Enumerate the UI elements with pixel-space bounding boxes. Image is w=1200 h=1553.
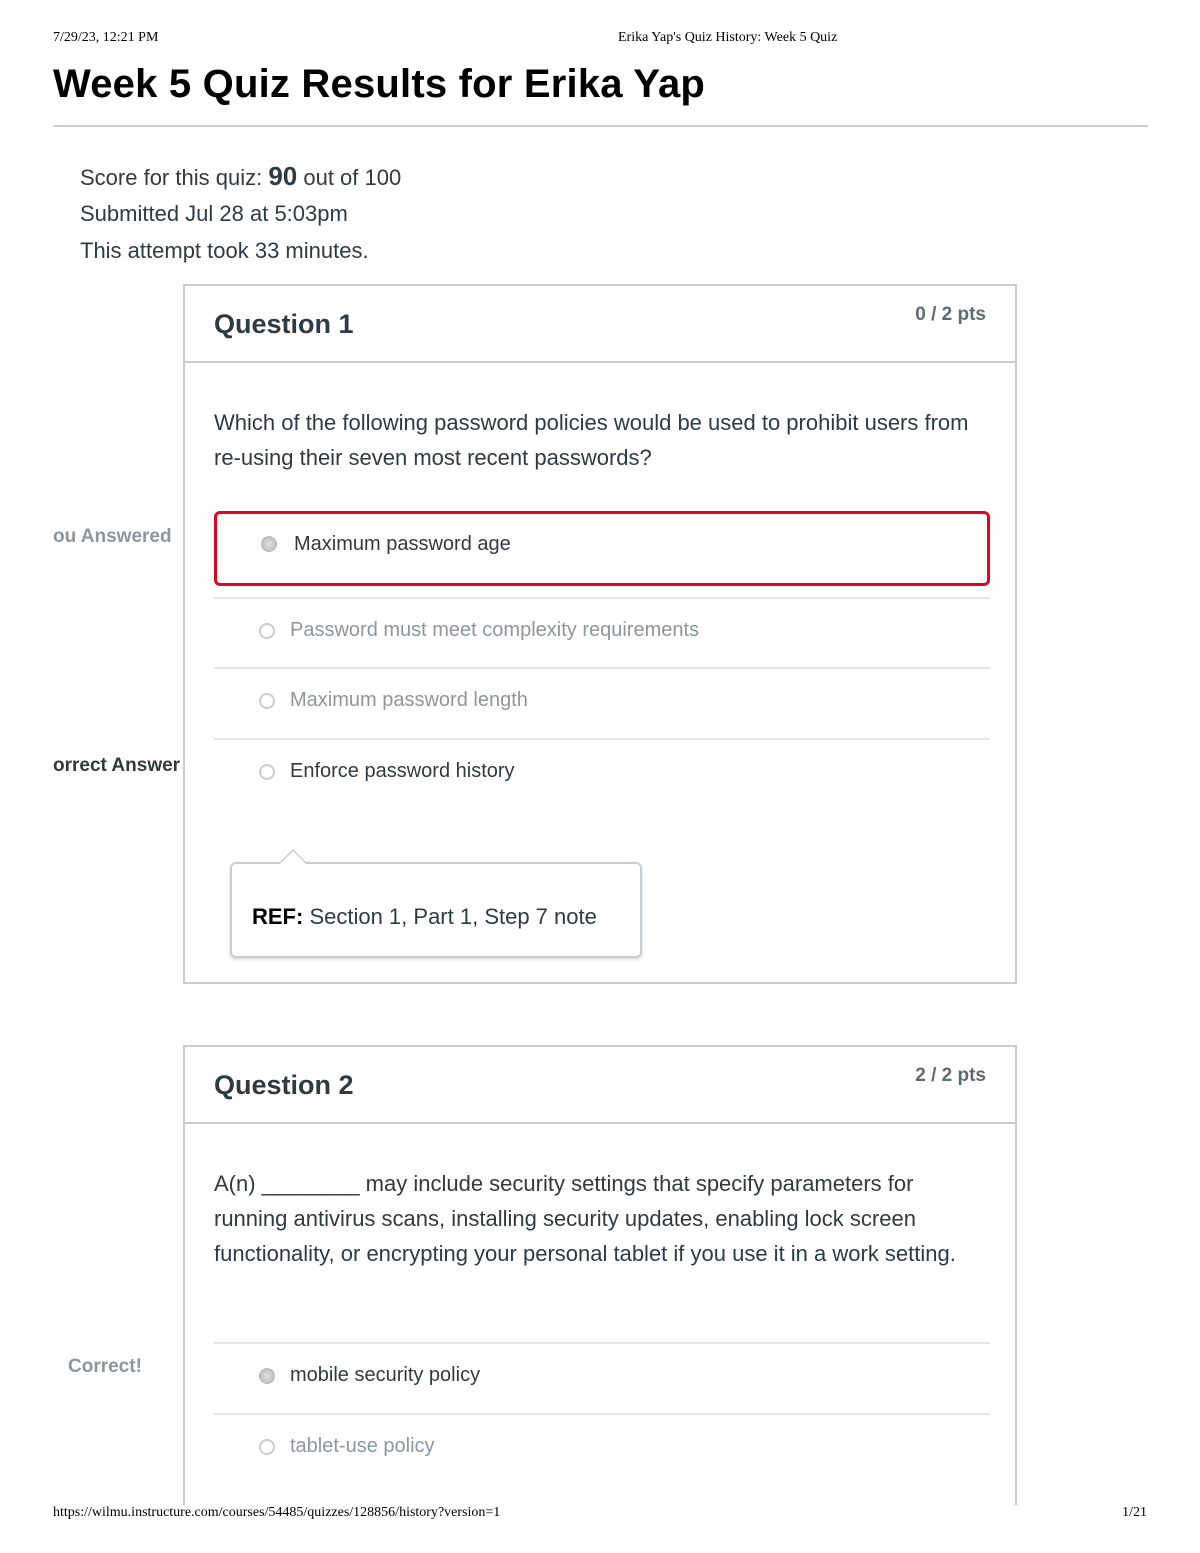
answer-comment-box: [230, 862, 642, 958]
question-card-2: [183, 1045, 1017, 1505]
radio-selected-icon[interactable]: [259, 1368, 275, 1384]
answer-text: Maximum password length: [290, 689, 528, 711]
print-page-number: 1/21: [1122, 1505, 1147, 1520]
ref-value: Section 1, Part 1, Step 7 note: [303, 904, 597, 929]
answer-text: Enforce password history: [290, 760, 515, 782]
answer-text: mobile security policy: [290, 1364, 481, 1386]
score-prefix: Score for this quiz:: [80, 165, 269, 190]
answer-option[interactable]: [214, 597, 990, 667]
quiz-summary: [80, 158, 401, 269]
question-title: Question 2: [214, 1070, 354, 1100]
print-url: https://wilmu.instructure.com/courses/54485/quizzes/128856/history?version=1: [53, 1505, 501, 1520]
comment-arrow: [278, 849, 308, 864]
page-title: Week 5 Quiz Results for Erika Yap: [53, 62, 706, 106]
print-header: [53, 30, 1147, 50]
correct-answer-label: orrect Answer: [53, 755, 186, 777]
radio-selected-icon[interactable]: [261, 536, 277, 552]
question-card-1: [183, 284, 1017, 984]
print-doc-title: Erika Yap's Quiz History: Week 5 Quiz: [618, 30, 838, 45]
title-divider: [53, 125, 1148, 127]
question-points: 0 / 2 pts: [915, 304, 986, 325]
question-text: A(n) ________ may include security settings that specify parameters for running antivirus scans, installing security updates, enabling lock screen functionality, or encrypting your personal tablet if you use it in a work setting.: [214, 1171, 956, 1266]
answer-text: Maximum password age: [294, 533, 511, 555]
answer-option-selected-correct[interactable]: [214, 1342, 990, 1412]
duration-line: This attempt took 33 minutes.: [80, 238, 369, 263]
answer-text: Password must meet complexity requirements: [290, 619, 700, 641]
radio-icon[interactable]: [259, 623, 275, 639]
question-header: [185, 286, 1015, 363]
answer-option[interactable]: [214, 1413, 990, 1483]
comment-text: [252, 904, 597, 930]
radio-icon[interactable]: [259, 764, 275, 780]
question-title: Question 1: [214, 309, 354, 339]
score-line: [80, 158, 401, 195]
score-suffix: out of 100: [297, 165, 402, 190]
answer-text: tablet-use policy: [290, 1435, 435, 1457]
question-text: Which of the following password policies would be used to prohibit users from re-using their seven most recent passwords?: [214, 410, 969, 470]
print-footer: [53, 1505, 1147, 1525]
question-points: 2 / 2 pts: [915, 1065, 986, 1086]
answer-option-selected-wrong[interactable]: [214, 511, 990, 586]
answer-option[interactable]: [214, 667, 990, 737]
question-header: [185, 1047, 1015, 1124]
score-value: 90: [268, 161, 298, 191]
radio-icon[interactable]: [259, 1439, 275, 1455]
submitted-line: Submitted Jul 28 at 5:03pm: [80, 201, 348, 226]
correct-label: Correct!: [68, 1356, 148, 1378]
print-datetime: 7/29/23, 12:21 PM: [53, 30, 159, 45]
answer-option-correct[interactable]: [214, 738, 990, 808]
radio-icon[interactable]: [259, 693, 275, 709]
you-answered-label: ou Answered: [53, 526, 178, 548]
ref-label: REF:: [252, 904, 304, 929]
